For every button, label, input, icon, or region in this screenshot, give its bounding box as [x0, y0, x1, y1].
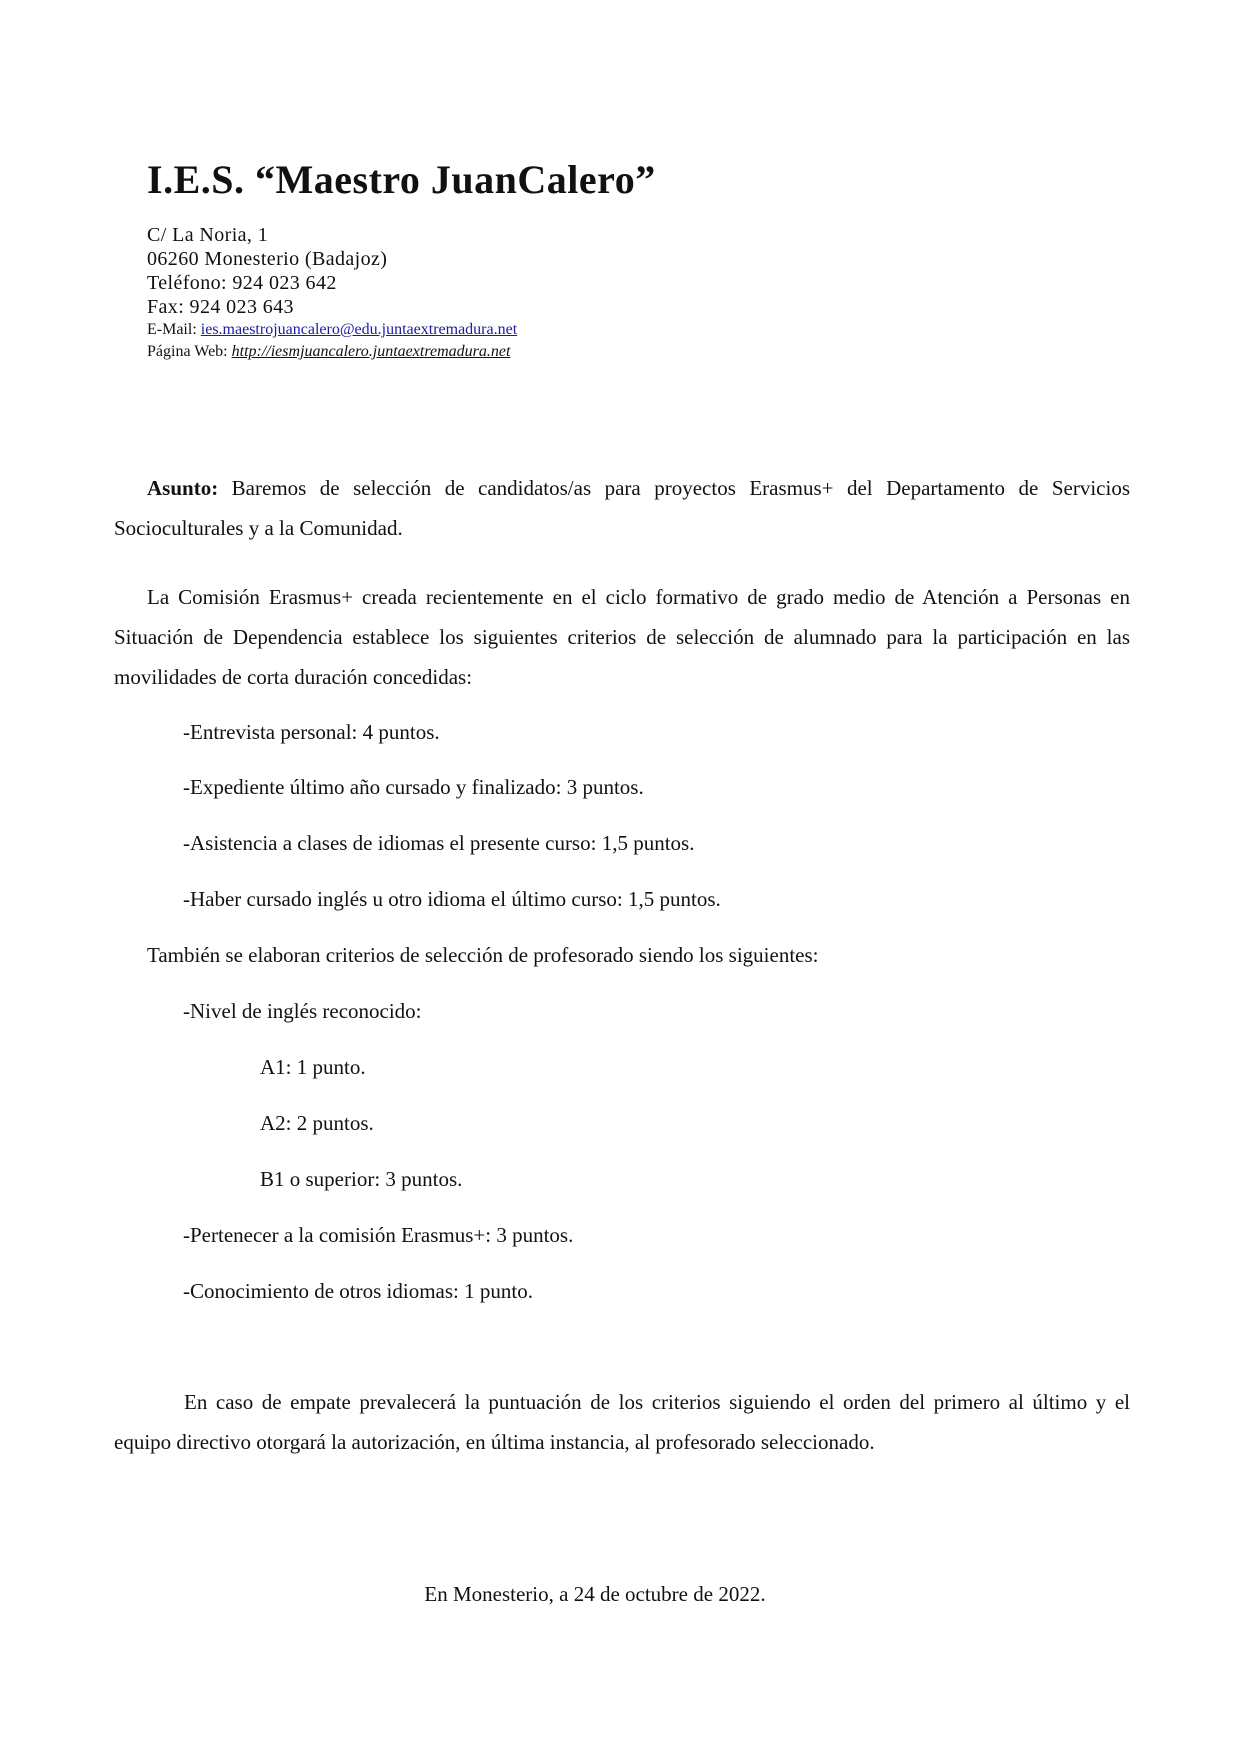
web-row [147, 342, 510, 362]
subject-paragraph [114, 468, 1130, 548]
english-level: B1 o superior: 3 puntos. [260, 1167, 463, 1191]
address-line: C/ La Noria, 1 [147, 224, 269, 246]
city-line: 06260 Monesterio (Badajoz) [147, 248, 388, 270]
web-label: Página Web: [147, 343, 228, 360]
teacher-intro: También se elaboran criterios de selección de profesorado siendo los siguientes: [147, 943, 819, 967]
closing-date: En Monesterio, a 24 de octubre de 2022. [424, 1582, 766, 1606]
email-row [147, 320, 517, 340]
intro-paragraph: La Comisión Erasmus+ creada recientemente en el ciclo formativo de grado medio de Atención a Personas en Situación de Dependencia establece los siguientes criterios de selección de alumnado para la participación en las movilidades de corta duración concedidas: [114, 585, 1130, 689]
email-link[interactable]: ies.maestrojuancalero@edu.juntaextremadura.net [200, 321, 518, 338]
student-criterion: -Asistencia a clases de idiomas el presente curso: 1,5 puntos. [183, 831, 695, 855]
phone-line: Teléfono: 924 023 642 [147, 272, 337, 294]
fax-line: Fax: 924 023 643 [147, 296, 294, 318]
english-level: A2: 2 puntos. [260, 1111, 374, 1135]
teacher-criterion-languages: -Conocimiento de otros idiomas: 1 punto. [183, 1279, 533, 1303]
email-label: E-Mail: [147, 321, 197, 338]
web-link[interactable]: http://iesmjuancalero.juntaextremadura.net [231, 343, 511, 360]
student-criterion: -Expediente último año cursado y finalizado: 3 puntos. [183, 775, 644, 799]
tie-rule-paragraph: En caso de empate prevalecerá la puntuación de los criterios siguiendo el orden del primero al último y el equipo directivo otorgará la autorización, en última instancia, al profesorado seleccionado. [114, 1390, 1130, 1454]
student-criterion: -Haber cursado inglés u otro idioma el último curso: 1,5 puntos. [183, 887, 721, 911]
english-level: A1: 1 punto. [260, 1055, 366, 1079]
school-name: I.E.S. “Maestro JuanCalero” [147, 157, 656, 202]
subject-text: Baremos de selección de candidatos/as para proyectos Erasmus+ del Departamento de Servicios Socioculturales y a la Comunidad. [114, 476, 1130, 540]
subject-label: Asunto: [147, 476, 219, 500]
teacher-criterion-english: -Nivel de inglés reconocido: [183, 999, 422, 1023]
teacher-criterion-commission: -Pertenecer a la comisión Erasmus+: 3 puntos. [183, 1223, 574, 1247]
student-criterion: -Entrevista personal: 4 puntos. [183, 720, 440, 744]
